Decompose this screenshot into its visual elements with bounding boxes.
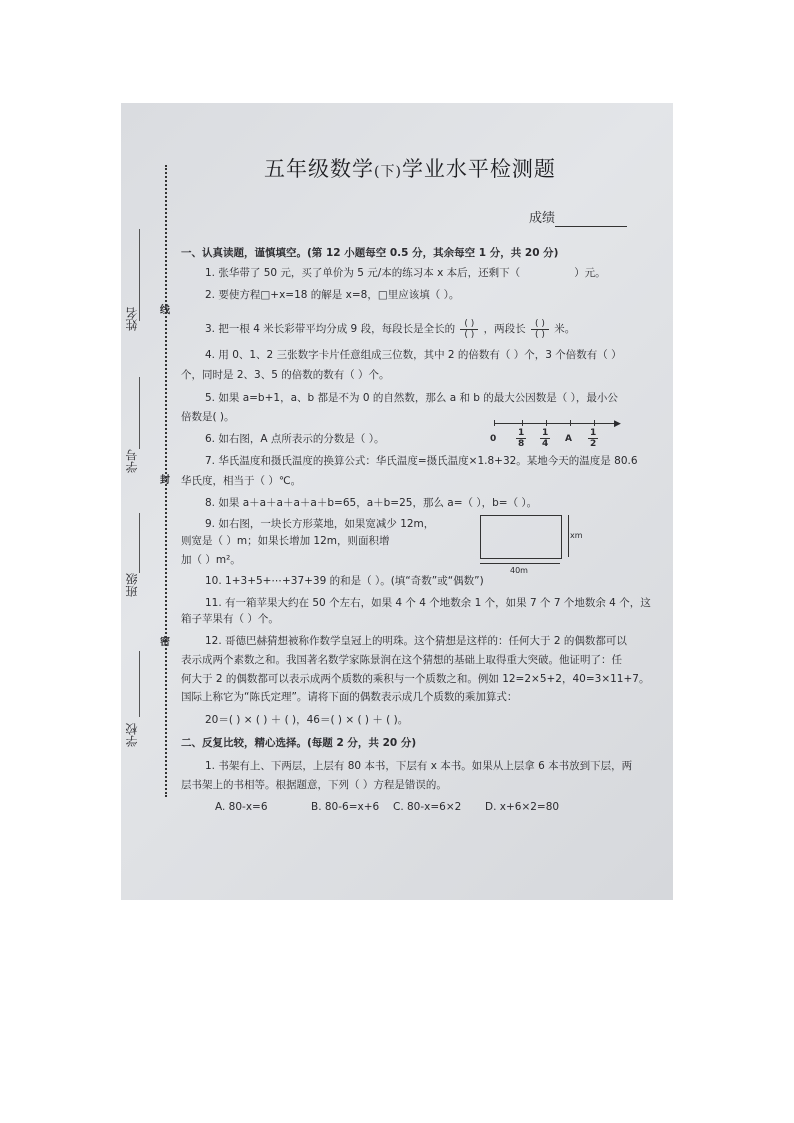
q7-line-b: 华氏度，相当于（ ）℃。: [181, 475, 302, 487]
exam-paper: [121, 103, 673, 900]
q11-line-b: 箱子苹果有（ ）个。: [181, 613, 279, 625]
nl-label-0: 0: [490, 434, 497, 444]
q9-line-c: 加（ ）m²。: [181, 554, 241, 566]
garden-rectangle: [480, 515, 562, 559]
q4-line-b: 个，同时是 2、3、5 的倍数的数有（ ）个。: [181, 369, 390, 381]
q7-line-a: 7. 华氏温度和摄氏温度的换算公式：华氏温度=摄氏温度×1.8+32。某地今天的温度是 80.6: [205, 455, 638, 467]
score-label: 成绩: [529, 211, 556, 226]
q10-line: 10. 1+3+5+⋯+37+39 的和是（ ）。(填“奇数”或“偶数”): [205, 575, 484, 587]
q9-line-b: 则宽是（ ）m；如果长增加 12m，则面积增: [181, 535, 390, 547]
rect-height-dim: [562, 515, 569, 557]
q5-line-b: 倍数是( )。: [181, 411, 235, 423]
q12-line-b: 表示成两个素数之和。我国著名数学家陈景润在这个猜想的基础上取得重大突破。他证明了：任: [181, 654, 622, 666]
section2-heading: 二、反复比较，精心选择。(每题 2 分，共 20 分): [181, 737, 417, 749]
number-line-axis: [494, 423, 616, 424]
s2-q1-line-a: 1. 书架有上、下两层，上层有 80 本书，下层有 x 本书。如果从上层拿 6 本书放到下层，两: [205, 760, 633, 772]
s2-q1-option-a: A. 80-x=6: [215, 801, 268, 813]
q3-fraction-1: $\frac{( )}{( )}$: [460, 319, 478, 340]
q3-text-b: ，两段长: [483, 323, 526, 335]
class-label: 班级: [125, 573, 139, 597]
page-title: [264, 157, 556, 181]
q5-line-a: 5. 如果 a=b+1，a、b 都是不为 0 的自然数，那么 a 和 b 的最大公因数是（ ），最小公: [205, 392, 618, 404]
q1-text-a: 1. 张华带了 50 元，买了单价为 5 元/本的练习本 x 本后，还剩下（: [205, 267, 521, 279]
s2-q1-option-b: B. 80-6=x+6: [311, 801, 380, 813]
q3-line: [205, 317, 575, 341]
q12-line-c: 何大于 2 的偶数都可以表示成两个质数的乘积与一个质数之和。例如 12=2×5+2，40=3×11+7。: [181, 673, 650, 685]
s2-q1-line-b: 层书架上的书相等。根据题意，下列（ ）方程是错误的。: [181, 779, 447, 791]
q3-text-c: 米。: [554, 323, 576, 335]
nl-label-a: A: [565, 434, 572, 444]
school-label: 学校: [125, 723, 139, 747]
q12-line-e: 20＝( ) × ( ) ＋ ( )，46＝( ) × ( ) ＋ ( )。: [205, 714, 409, 726]
q6-line: 6. 如右图，A 点所表示的分数是（ ）。: [205, 433, 385, 445]
q2-line: 2. 要使方程□+x=18 的解是 x=8，□里应该填（ ）。: [205, 289, 460, 301]
name-label: 姓名: [125, 307, 139, 331]
nl-label-quarter: 1 4: [542, 428, 549, 449]
tick-quarter: [546, 420, 547, 426]
q11-line-a: 11. 有一箱苹果大约在 50 个左右，如果 4 个 4 个地数余 1 个，如果 7 个 7 个地数余 4 个，这: [205, 597, 651, 609]
nl-label-half: 1 2: [590, 428, 597, 449]
section1-heading: 一、认真读题，谨慎填空。(第 12 小题每空 0.5 分，其余每空 1 分，共 20 分): [181, 247, 559, 259]
id-blank-line: [139, 377, 140, 449]
q3-text-a: 3. 把一根 4 米长彩带平均分成 9 段，每段长是全长的: [205, 323, 456, 335]
school-blank-line: [139, 651, 140, 717]
q8-line: 8. 如果 a＋a＋a＋a＋a＋b=65，a＋b=25，那么 a=（ ），b=（ ）。: [205, 497, 538, 509]
rect-width-label: 40m: [510, 566, 528, 575]
number-line-arrow-icon: ▶: [614, 419, 621, 429]
q1-line: [205, 267, 606, 280]
tick-0: [494, 420, 495, 426]
number-line: [490, 419, 626, 460]
title-rest: 学业水平检测题: [401, 157, 556, 181]
seal-mi: 密: [160, 637, 170, 648]
tick-a: [570, 420, 571, 426]
q9-line-a: 9. 如右图，一块长方形菜地，如果宽减少 12m，: [205, 518, 435, 530]
s2-q1-option-c: C. 80-x=6×2: [393, 801, 462, 813]
seal-xian: 线: [160, 305, 170, 316]
id-label: 学号: [125, 449, 139, 473]
score-blank[interactable]: [555, 226, 627, 227]
tick-eighth: [522, 420, 523, 426]
title-main: 五年级数学: [264, 157, 374, 181]
q4-line-a: 4. 用 0、1、2 三张数字卡片任意组成三位数，其中 2 的倍数有（ ）个，3 个倍数有（ ）: [205, 349, 622, 361]
score-field: [529, 211, 627, 227]
title-paren: (下): [374, 164, 402, 180]
seal-feng: 封: [160, 475, 170, 486]
q12-line-d: 国际上称它为“陈氏定理”。请将下面的偶数表示成几个质数的乘加算式：: [181, 691, 518, 703]
q1-text-b: ）元。: [574, 267, 606, 279]
s2-q1-option-d: D. x+6×2=80: [485, 801, 560, 813]
q3-fraction-2: $\frac{( )}{( )}$: [531, 319, 549, 340]
class-blank-line: [139, 513, 140, 573]
q12-line-a: 12. 哥德巴赫猜想被称作数学皇冠上的明珠。这个猜想是这样的：任何大于 2 的偶数都可以: [205, 635, 627, 647]
nl-label-eighth: 1 8: [518, 428, 525, 449]
tick-half: [594, 420, 595, 426]
rect-height-label: xm: [570, 531, 583, 540]
